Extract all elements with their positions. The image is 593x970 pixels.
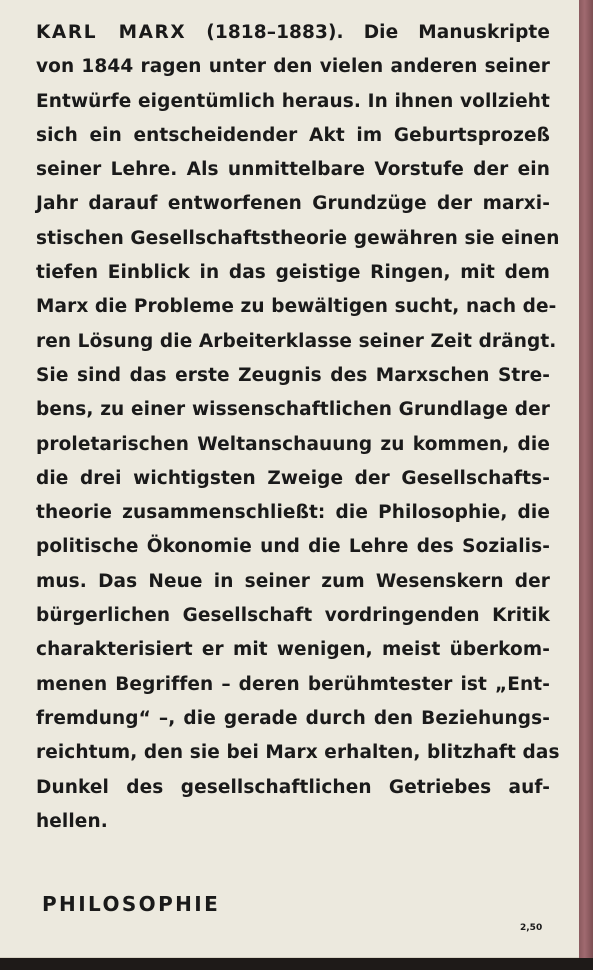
blurb-line: Sie sind das erste Zeugnis des Marxschen Stre- <box>36 364 550 386</box>
blurb-line: Marx die Probleme zu bewältigen sucht, nach de- <box>36 296 557 318</box>
blurb-line: mus. Das Neue in seiner zum Wesenskern der <box>36 570 550 592</box>
blurb-line: Jahr darauf entworfenen Grundzüge der marxi- <box>36 193 550 215</box>
blurb-line: politische Ökonomie und die Lehre des Sozialis- <box>36 536 550 558</box>
book-spine-edge <box>579 0 593 970</box>
blurb-line: seiner Lehre. Als unmittelbare Vorstufe der ein <box>36 159 550 181</box>
author-name: KARL MARX <box>36 22 187 43</box>
blurb-line: tiefen Einblick in das geistige Ringen, mit dem <box>36 262 550 284</box>
blurb-line: bens, zu einer wissenschaftlichen Grundlage der <box>36 399 550 421</box>
blurb-line <box>36 16 550 50</box>
blurb-line: ren Lösung die Arbeiterklasse seiner Zeit drängt. <box>36 330 557 352</box>
blurb-line: Dunkel des gesellschaftlichen Getriebes auf- <box>36 776 550 798</box>
scan-shadow <box>0 958 593 970</box>
blurb-line: fremdung“ –, die gerade durch den Beziehungs- <box>36 707 550 729</box>
blurb-line: menen Begriffen – deren berühmtester ist „Ent- <box>36 673 550 695</box>
blurb-line: charakterisiert er mit wenigen, meist überkom- <box>36 639 550 661</box>
section-label: PHILOSOPHIE <box>42 892 221 916</box>
blurb-line: stischen Gesellschaftstheorie gewähren sie einen <box>36 227 560 249</box>
blurb-line: theorie zusammenschließt: die Philosophie, die <box>36 502 550 524</box>
blurb-line: von 1844 ragen unter den vielen anderen seiner <box>36 56 550 78</box>
blurb-line: proletarischen Weltanschauung zu kommen, die <box>36 433 550 455</box>
blurb-line: sich ein entscheidender Akt im Geburtsprozeß <box>36 124 550 146</box>
blurb-line: Entwürfe eigentümlich heraus. In ihnen vollzieht <box>36 90 550 112</box>
price-label: 2,50 <box>520 923 543 933</box>
blurb-text <box>36 16 560 839</box>
blurb-line-text: (1818–1883). Die Manuskripte <box>186 22 551 43</box>
blurb-line: die drei wichtigsten Zweige der Gesellschafts- <box>36 467 550 489</box>
blurb-line: hellen. <box>36 810 108 832</box>
blurb-line: bürgerlichen Gesellschaft vordringenden Kritik <box>36 605 550 627</box>
blurb-line: reichtum, den sie bei Marx erhalten, blitzhaft das <box>36 742 560 764</box>
